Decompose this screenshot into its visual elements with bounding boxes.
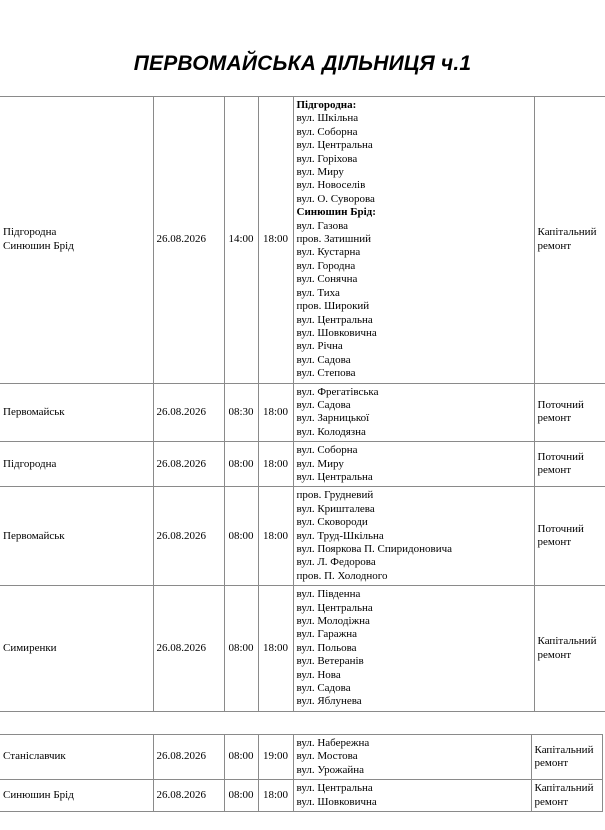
- street-item: пров. П. Холодного: [296, 569, 388, 582]
- date-cell: 26.08.2026: [153, 383, 224, 442]
- street-item: вул. Нова: [296, 668, 341, 681]
- streets-cell: [293, 735, 531, 780]
- settlement-name: Підгородна: [3, 226, 57, 239]
- street-item: вул. Шкільна: [296, 112, 359, 125]
- table-row: [0, 442, 605, 487]
- street-item: вул. Яблунева: [296, 695, 362, 708]
- work-type-text: Капітальний: [537, 635, 597, 648]
- work-type-cell: [534, 487, 605, 586]
- table-row: [0, 487, 605, 586]
- street-item: вул. Молодіжна: [296, 615, 370, 628]
- work-type-text: ремонт: [537, 412, 572, 425]
- table-row: [0, 780, 602, 812]
- street-item: вул. Новоселів: [296, 179, 366, 192]
- street-item: вул. Центральна: [296, 601, 373, 614]
- settlement-name: Первомайськ: [3, 405, 65, 418]
- settlement-name: Первомайськ: [3, 529, 65, 542]
- table-row: [0, 586, 605, 712]
- start-time-cell: 08:00: [224, 780, 258, 812]
- settlement-cell: [0, 442, 153, 487]
- settlement-cell: [0, 780, 153, 812]
- streets-cell: [293, 97, 534, 384]
- street-item: вул. Садова: [296, 353, 351, 366]
- work-type-text: ремонт: [537, 648, 572, 661]
- street-item: вул. Шовковична: [296, 795, 377, 808]
- street-item: вул. Садова: [296, 682, 351, 695]
- table-row: [0, 383, 605, 442]
- street-item: вул. Мостова: [296, 750, 358, 763]
- street-item: вул. Колодязна: [296, 425, 366, 438]
- settlement-name: Симиренки: [3, 641, 57, 654]
- street-item: вул. Набережна: [296, 737, 370, 749]
- schedule-table-part-1: [0, 96, 605, 712]
- date-cell: 26.08.2026: [153, 586, 224, 712]
- street-item: вул. Соборна: [296, 444, 358, 457]
- date-cell: 26.08.2026: [153, 97, 224, 384]
- street-item: вул. Миру: [296, 457, 344, 470]
- work-type-cell: [534, 383, 605, 442]
- end-time-cell: 18:00: [258, 487, 293, 586]
- street-item: вул. Городна: [296, 259, 356, 272]
- settlement-cell: [0, 487, 153, 586]
- date-cell: 26.08.2026: [153, 442, 224, 487]
- street-item: вул. Центральна: [296, 470, 373, 483]
- street-item: вул. Гаражна: [296, 628, 358, 641]
- work-type-cell: [534, 97, 605, 384]
- street-item: пров. Затишний: [296, 233, 372, 246]
- street-item: вул. Зарницької: [296, 412, 370, 425]
- streets-cell: [293, 487, 534, 586]
- work-type-text: Поточний: [537, 450, 584, 463]
- street-item: вул. Ветеранів: [296, 655, 364, 668]
- street-item: вул. Пояркова П. Спиридоновича: [296, 543, 453, 555]
- streets-cell: [293, 780, 531, 812]
- street-item: вул. Труд-Шкільна: [296, 529, 384, 542]
- settlement-name: Підгородна: [3, 457, 57, 470]
- street-item: вул. Степова: [296, 367, 356, 380]
- date-cell: 26.08.2026: [153, 780, 224, 812]
- locality-heading: Синюшин Брід:: [296, 206, 376, 219]
- settlement-name: Синюшин Брід: [3, 788, 74, 801]
- start-time-cell: 08:00: [224, 586, 258, 712]
- streets-cell: [293, 586, 534, 712]
- street-item: вул. Сонячна: [296, 273, 358, 286]
- start-time-cell: 08:30: [224, 383, 258, 442]
- work-type-text: ремонт: [537, 464, 572, 477]
- street-item: вул. Газова: [296, 219, 349, 232]
- street-item: вул. Кустарна: [296, 246, 361, 259]
- street-item: вул. Миру: [296, 166, 344, 179]
- street-item: вул. Польова: [296, 641, 357, 654]
- work-type-text: Капітальний: [534, 782, 594, 795]
- page-title: ПЕРВОМАЙСЬКА ДІЛЬНИЦЯ ч.1: [133, 52, 472, 75]
- work-type-cell: [531, 735, 602, 780]
- end-time-cell: 19:00: [258, 735, 293, 780]
- street-item: вул. Шовковична: [296, 326, 377, 339]
- settlement-cell: [0, 97, 153, 384]
- end-time-cell: 18:00: [258, 442, 293, 487]
- schedule-table-part-2: [0, 734, 603, 812]
- work-type-text: Капітальний: [537, 226, 597, 239]
- street-item: вул. Урожайна: [296, 763, 365, 776]
- street-item: вул. Л. Федорова: [296, 556, 376, 569]
- street-item: вул. О. Суворова: [296, 192, 375, 205]
- street-item: вул. Центральна: [296, 782, 373, 795]
- work-type-text: ремонт: [534, 757, 569, 770]
- street-item: пров. Грудневий: [296, 489, 374, 502]
- street-item: пров. Широкий: [296, 300, 370, 313]
- work-type-text: Поточний: [537, 522, 584, 535]
- settlement-cell: [0, 735, 153, 780]
- settlement-cell: [0, 586, 153, 712]
- street-item: вул. Фрегатівська: [296, 385, 379, 398]
- settlement-name: Станіславчик: [3, 750, 66, 763]
- start-time-cell: 08:00: [224, 442, 258, 487]
- street-item: вул. Центральна: [296, 313, 373, 326]
- street-item: вул. Горіхова: [296, 152, 358, 165]
- work-type-text: ремонт: [537, 239, 572, 252]
- work-type-cell: [531, 780, 602, 812]
- work-type-cell: [534, 586, 605, 712]
- street-item: вул. Центральна: [296, 139, 373, 152]
- work-type-text: Капітальний: [534, 743, 594, 756]
- table-row: [0, 735, 602, 780]
- settlement-name: Синюшин Брід: [3, 239, 74, 252]
- work-type-text: ремонт: [537, 536, 572, 549]
- locality-heading: Підгородна:: [296, 99, 357, 111]
- start-time-cell: 08:00: [224, 487, 258, 586]
- end-time-cell: 18:00: [258, 97, 293, 384]
- street-item: вул. Сковороди: [296, 516, 368, 529]
- street-item: вул. Кришталева: [296, 502, 375, 515]
- work-type-text: Поточний: [537, 398, 584, 411]
- street-item: вул. Південна: [296, 588, 361, 601]
- table-row: [0, 97, 605, 384]
- end-time-cell: 18:00: [258, 586, 293, 712]
- street-item: вул. Соборна: [296, 125, 358, 138]
- work-type-cell: [534, 442, 605, 487]
- settlement-cell: [0, 383, 153, 442]
- start-time-cell: 14:00: [224, 97, 258, 384]
- end-time-cell: 18:00: [258, 383, 293, 442]
- street-item: вул. Річна: [296, 340, 343, 353]
- street-item: вул. Садова: [296, 398, 351, 411]
- street-item: вул. Тиха: [296, 286, 340, 299]
- start-time-cell: 08:00: [224, 735, 258, 780]
- work-type-text: ремонт: [534, 795, 569, 808]
- date-cell: 26.08.2026: [153, 487, 224, 586]
- end-time-cell: 18:00: [258, 780, 293, 812]
- streets-cell: [293, 383, 534, 442]
- streets-cell: [293, 442, 534, 487]
- date-cell: 26.08.2026: [153, 735, 224, 780]
